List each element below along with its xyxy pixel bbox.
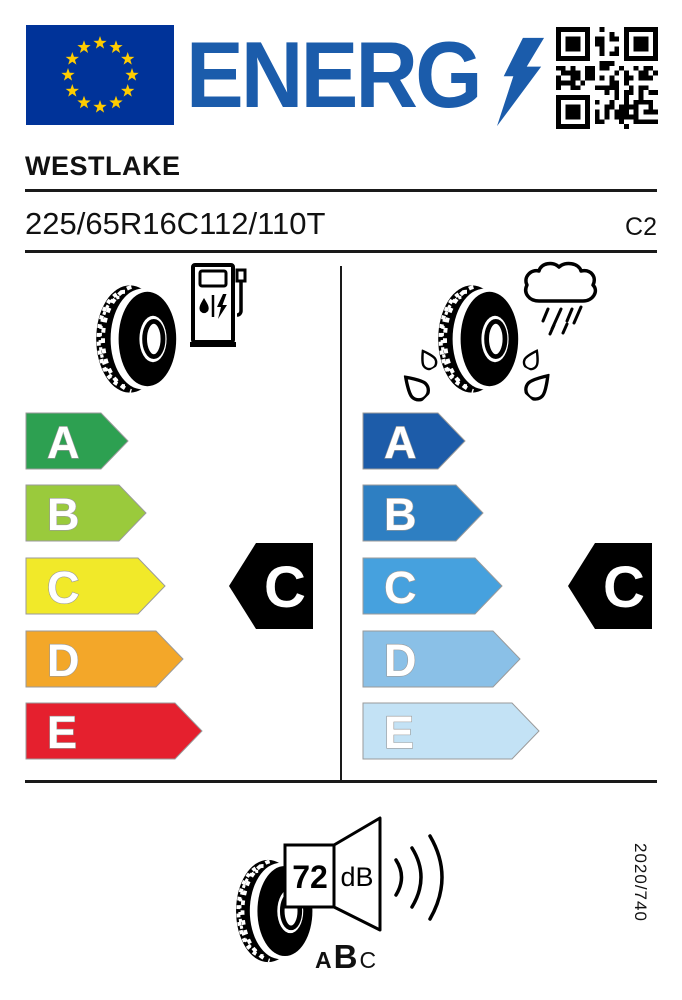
svg-text:C: C (47, 562, 80, 613)
water-splash-icon (396, 367, 435, 406)
noise-class-scale (315, 938, 376, 976)
separator-line (25, 189, 657, 192)
svg-text:E: E (47, 707, 78, 758)
noise-class-c: C (359, 947, 377, 973)
eu-flag-icon (26, 25, 174, 125)
svg-text:C: C (603, 555, 645, 620)
noise-class-b-selected: B (333, 938, 358, 975)
brand-name: WESTLAKE (25, 151, 181, 181)
lightning-bolt-icon (497, 37, 545, 127)
rain-cloud-icon (521, 261, 601, 349)
noise-speaker-icon (280, 812, 385, 937)
noise-class-a: A (315, 947, 332, 973)
energy-wordmark: ENERG (186, 22, 480, 127)
wet-grade-arrow-d (362, 630, 522, 689)
wet-rating-badge (566, 541, 654, 631)
column-divider (340, 266, 342, 780)
svg-text:B: B (47, 489, 80, 540)
svg-text:C: C (264, 555, 306, 620)
svg-text:D: D (47, 635, 80, 686)
wet-grade-arrow-e (362, 702, 541, 761)
fuel-grade-arrow-c (25, 557, 167, 616)
svg-text:A: A (384, 417, 417, 468)
water-splash-icon (520, 366, 559, 405)
fuel-grade-arrow-e (25, 702, 204, 761)
noise-value: 72 (292, 859, 328, 895)
separator-line (25, 250, 657, 253)
regulation-number: 2020/740 (631, 843, 650, 922)
tyre-icon (435, 281, 523, 397)
wet-grade-arrow-a (362, 412, 467, 471)
fuel-grade-arrow-d (25, 630, 185, 689)
tyre-size-designation: 225/65R16C112/110T (25, 206, 326, 241)
tyre-class: C2 (625, 213, 657, 241)
wet-grade-arrow-c (362, 557, 504, 616)
svg-text:A: A (47, 417, 80, 468)
svg-text:B: B (384, 489, 417, 540)
svg-text:D: D (384, 635, 417, 686)
sound-waves-icon (390, 820, 452, 935)
fuel-rating-badge (227, 541, 315, 631)
tyre-icon (93, 281, 181, 397)
noise-unit: dB (340, 862, 374, 892)
svg-text:E: E (384, 707, 415, 758)
wet-grade-arrow-b (362, 484, 485, 543)
fuel-grade-arrow-a (25, 412, 130, 471)
fuel-pump-icon (190, 262, 248, 348)
fuel-grade-arrow-b (25, 484, 148, 543)
separator-line (25, 780, 657, 783)
svg-text:C: C (384, 562, 417, 613)
qr-code (556, 27, 658, 129)
